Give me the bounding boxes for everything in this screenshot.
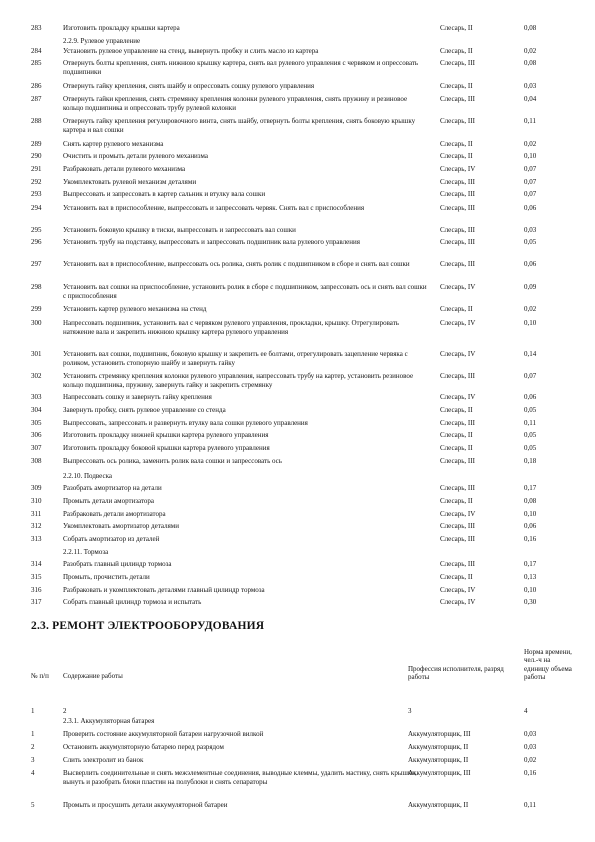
row-time-norm: 0,05 <box>524 431 537 439</box>
row-description: Отвернуть гайку крепления регулировочного винта, снять шайбу, отвернуть болты крепления, снять боковую крышку картера и вал сошки <box>63 117 416 134</box>
row-number: 290 <box>31 152 42 160</box>
row-time-norm: 0,08 <box>524 497 537 505</box>
row-profession: Слесарь, II <box>440 152 473 160</box>
colnum-1: 1 <box>31 707 35 715</box>
row-description: Установить стремянку крепления колонки рулевого управления, напрессовать трубу на картер, установить резиновое кольцо подшипника, пружину, завернуть гайку и закрепить стремянку <box>63 372 414 389</box>
row-profession: Слесарь, II <box>440 573 473 581</box>
row-number: 309 <box>31 484 42 492</box>
row-description: Укомплектовать амортизатор деталями <box>63 522 179 530</box>
row-description: Высверлить соединительные и снять межэлементные соединения, выводные клеммы, удалить мастику, снять крышки, вынуть и разобрать блоки пластин на полублоки и снять сепараторы <box>63 769 417 786</box>
row-profession: Слесарь, III <box>440 204 475 212</box>
row-description: Отвернуть гайку крепления, снять шайбу и опрессовать сошку рулевого управления <box>63 82 315 90</box>
row-time-norm: 0,17 <box>524 560 537 568</box>
row-profession: Слесарь, II <box>440 497 473 505</box>
row-description: Проверить состояние аккумуляторной батареи нагрузочной вилкой <box>63 730 264 738</box>
row-description: Установить трубу на подставку, выпрессовать и запрессовать подшипник вала рулевого управления <box>63 238 360 246</box>
row-description: Напрессовать подшипник, установить вал с червяком рулевого управления, прокладки, крышку. Отрегулировать натяжение вала и закрепить нижнюю крышку картера рулевого управления <box>63 319 399 336</box>
row-number: 315 <box>31 573 42 581</box>
row-number: 310 <box>31 497 42 505</box>
row-profession: Слесарь, II <box>440 82 473 90</box>
row-description: Промыть, прочистить детали <box>63 573 150 581</box>
row-time-norm: 0,14 <box>524 350 537 358</box>
row-time-norm: 0,16 <box>524 535 537 543</box>
row-profession: Слесарь, III <box>440 560 475 568</box>
row-number: 288 <box>31 117 42 125</box>
row-description: Установить вал в приспособление, выпрессовать ось ролика, снять ролик с подшипником в сборе и снять вал сошки <box>63 260 410 268</box>
row-description: Разобрать амортизатор на детали <box>63 484 162 492</box>
row-description: Остановить аккумуляторную батарею перед разрядом <box>63 743 224 751</box>
row-description: Установить картер рулевого механизма на стенд <box>63 305 207 313</box>
row-number: 287 <box>31 95 42 103</box>
row-number: 294 <box>31 204 42 212</box>
row-description: Выпрессовать и запрессовать в картер сальник и втулку вала сошки <box>63 190 266 198</box>
row-time-norm: 0,11 <box>524 419 536 427</box>
row-description: 2.2.10. Подвеска <box>63 472 112 480</box>
row-time-norm: 0,07 <box>524 178 537 186</box>
row-description: Разобрать главный цилиндр тормоза <box>63 560 172 568</box>
row-profession: Слесарь, IV <box>440 393 476 401</box>
row-profession: Аккумуляторщик, II <box>408 743 469 751</box>
row-time-norm: 0,02 <box>524 305 537 313</box>
row-number: 302 <box>31 372 42 380</box>
row-profession: Аккумуляторщик, II <box>408 756 469 764</box>
row-time-norm: 0,30 <box>524 598 537 606</box>
row-time-norm: 0,04 <box>524 95 537 103</box>
row-time-norm: 0,03 <box>524 226 537 234</box>
colnum-4: 4 <box>524 707 528 715</box>
header-col-num: № п/п <box>31 672 49 680</box>
row-description: Отвернуть болты крепления, снять нижнюю крышку картера, снять вал рулевого управления с червяком и опрессовать подшипники <box>63 59 419 76</box>
row-number: 289 <box>31 140 42 148</box>
row-time-norm: 0,05 <box>524 444 537 452</box>
row-number: 299 <box>31 305 42 313</box>
row-description: Собрать главный цилиндр тормоза и испытать <box>63 598 202 606</box>
row-time-norm: 0,02 <box>524 47 537 55</box>
row-description: Изготовить прокладку нижней крышки картера рулевого управления <box>63 431 269 439</box>
row-number: 297 <box>31 260 42 268</box>
row-description: Очистить и промыть детали рулевого механизма <box>63 152 208 160</box>
row-profession: Слесарь, IV <box>440 350 476 358</box>
row-number: 284 <box>31 47 42 55</box>
header-col-time: Норма времени, чел.-ч на единицу объема работы <box>524 648 572 682</box>
row-profession: Слесарь, IV <box>440 510 476 518</box>
row-time-norm: 0,05 <box>524 406 537 414</box>
row-time-norm: 0,02 <box>524 756 537 764</box>
row-profession: Слесарь, III <box>440 117 475 125</box>
row-description: Завернуть пробку, снять рулевое управление со стенда <box>63 406 226 414</box>
row-number: 4 <box>31 769 35 777</box>
row-number: 316 <box>31 586 42 594</box>
row-number: 1 <box>31 730 35 738</box>
row-number: 296 <box>31 238 42 246</box>
row-description: Изготовить прокладку крышки картера <box>63 24 180 32</box>
row-description: Установить вал в приспособление, выпрессовать и запрессовать червяк. Снять вал с приспособления <box>63 204 365 212</box>
row-number: 303 <box>31 393 42 401</box>
row-description: Изготовить прокладку боковой крышки картера рулевого управления <box>63 444 270 452</box>
row-time-norm: 0,13 <box>524 573 537 581</box>
header-col-prof: Профессия исполнителя, разряд работы <box>408 665 504 682</box>
row-number: 2 <box>31 743 35 751</box>
row-time-norm: 0,03 <box>524 730 537 738</box>
row-number: 304 <box>31 406 42 414</box>
row-profession: Слесарь, IV <box>440 598 476 606</box>
row-description: Установить вал сошки на приспособление, установить ролик в сборе с подшипником, запрессовать ось и снять вал сошки с приспособления <box>63 283 427 300</box>
row-number: 306 <box>31 431 42 439</box>
row-time-norm: 0,09 <box>524 283 537 291</box>
row-time-norm: 0,07 <box>524 165 537 173</box>
row-profession: Аккумуляторщик, III <box>408 730 471 738</box>
row-description: Напрессовать сошку и завернуть гайку крепления <box>63 393 212 401</box>
row-time-norm: 0,03 <box>524 82 537 90</box>
row-time-norm: 0,11 <box>524 117 536 125</box>
row-number: 305 <box>31 419 42 427</box>
row-time-norm: 0,08 <box>524 59 537 67</box>
row-number: 5 <box>31 801 35 809</box>
row-time-norm: 0,10 <box>524 152 537 160</box>
row-time-norm: 0,07 <box>524 190 537 198</box>
row-number: 314 <box>31 560 42 568</box>
row-profession: Слесарь, II <box>440 406 473 414</box>
row-description: Установить вал сошки, подшипник, боковую крышку и закрепить ее болтами, отрегулировать зацепление червяка с роликом, установить стопорную шайбу и завернуть гайку <box>63 350 408 367</box>
row-time-norm: 0,06 <box>524 522 537 530</box>
row-number: 317 <box>31 598 42 606</box>
row-profession: Слесарь, III <box>440 260 475 268</box>
row-profession: Слесарь, III <box>440 59 475 67</box>
row-description: Слить электролит из банок <box>63 756 144 764</box>
row-profession: Слесарь, III <box>440 484 475 492</box>
row-number: 298 <box>31 283 42 291</box>
row-number: 293 <box>31 190 42 198</box>
row-profession: Слесарь, III <box>440 372 475 380</box>
row-description: Собрать амортизатор из деталей <box>63 535 160 543</box>
colnum-2: 2 <box>63 707 67 715</box>
row-time-norm: 0,05 <box>524 238 537 246</box>
row-description: Установить рулевое управление на стенд, вывернуть пробку и слить масло из картера <box>63 47 319 55</box>
row-description: 2.2.11. Тормоза <box>63 548 109 556</box>
row-time-norm: 0,06 <box>524 260 537 268</box>
row-description: Отвернуть гайки крепления, снять стремянку крепления колонки рулевого управления, снять пружину и резиновое кольцо подшипника и опрессовать трубу рулевой колонки <box>63 95 408 112</box>
row-time-norm: 0,10 <box>524 319 537 327</box>
row-description: Разбраковать детали амортизатора <box>63 510 166 518</box>
row-number: 311 <box>31 510 42 518</box>
row-number: 308 <box>31 457 42 465</box>
row-profession: Слесарь, II <box>440 140 473 148</box>
section-title: 2.3. РЕМОНТ ЭЛЕКТРООБОРУДОВАНИЯ <box>31 620 265 632</box>
row-time-norm: 0,17 <box>524 484 537 492</box>
row-profession: Аккумуляторщик, II <box>408 801 469 809</box>
row-profession: Слесарь, III <box>440 457 475 465</box>
row-number: 295 <box>31 226 42 234</box>
row-profession: Слесарь, III <box>440 226 475 234</box>
row-number: 3 <box>31 756 35 764</box>
row-profession: Слесарь, IV <box>440 319 476 327</box>
row-time-norm: 0,10 <box>524 586 537 594</box>
row-description: Укомплектовать рулевой механизм деталями <box>63 178 197 186</box>
row-time-norm: 0,06 <box>524 393 537 401</box>
row-profession: Слесарь, III <box>440 535 475 543</box>
row-number: 313 <box>31 535 42 543</box>
row-time-norm: 0,10 <box>524 510 537 518</box>
row-profession: Слесарь, III <box>440 238 475 246</box>
row-profession: Слесарь, III <box>440 522 475 530</box>
row-profession: Слесарь, III <box>440 95 475 103</box>
row-number: 292 <box>31 178 42 186</box>
row-profession: Слесарь, II <box>440 24 473 32</box>
row-number: 286 <box>31 82 42 90</box>
row-profession: Слесарь, IV <box>440 283 476 291</box>
row-number: 291 <box>31 165 42 173</box>
row-profession: Слесарь, II <box>440 444 473 452</box>
row-profession: Слесарь, III <box>440 419 475 427</box>
row-time-norm: 0,16 <box>524 769 537 777</box>
row-description: Выпрессовать ось ролика, заменить ролик вала сошки и запрессовать ось <box>63 457 282 465</box>
row-description: Установить боковую крышку в тиски, выпрессовать и запрессовать вал сошки <box>63 226 296 234</box>
row-description: Выпрессовать, запрессовать и развернуть втулку вала сошки рулевого управления <box>63 419 308 427</box>
row-number: 300 <box>31 319 42 327</box>
row-profession: Слесарь, II <box>440 305 473 313</box>
row-time-norm: 0,02 <box>524 140 537 148</box>
header-col-desc: Содержание работы <box>63 672 123 680</box>
row-profession: Слесарь, II <box>440 431 473 439</box>
row-profession: Слесарь, III <box>440 178 475 186</box>
row-description: Разбраковать детали рулевого механизма <box>63 165 186 173</box>
row-profession: Слесарь, IV <box>440 165 476 173</box>
row-time-norm: 0,06 <box>524 204 537 212</box>
row-time-norm: 0,11 <box>524 801 536 809</box>
row-profession: Слесарь, III <box>440 190 475 198</box>
row-number: 285 <box>31 59 42 67</box>
row-number: 283 <box>31 24 42 32</box>
row-profession: Слесарь, IV <box>440 586 476 594</box>
row-number: 307 <box>31 444 42 452</box>
row-profession: Слесарь, II <box>440 47 473 55</box>
row-description: Промыть детали амортизатора <box>63 497 155 505</box>
row-description: Разбраковать и укомплектовать деталями главный цилиндр тормоза <box>63 586 265 594</box>
colnum-3: 3 <box>408 707 412 715</box>
row-description: 2.3.1. Аккумуляторная батарея <box>63 717 155 725</box>
row-description: 2.2.9. Рулевое управление <box>63 37 141 45</box>
row-time-norm: 0,03 <box>524 743 537 751</box>
row-time-norm: 0,07 <box>524 372 537 380</box>
row-profession: Аккумуляторщик, III <box>408 769 471 777</box>
row-time-norm: 0,08 <box>524 24 537 32</box>
row-description: Промыть и просушить детали аккумуляторной батареи <box>63 801 228 809</box>
row-time-norm: 0,18 <box>524 457 537 465</box>
row-number: 301 <box>31 350 42 358</box>
row-number: 312 <box>31 522 42 530</box>
row-description: Снять картер рулевого механизма <box>63 140 164 148</box>
